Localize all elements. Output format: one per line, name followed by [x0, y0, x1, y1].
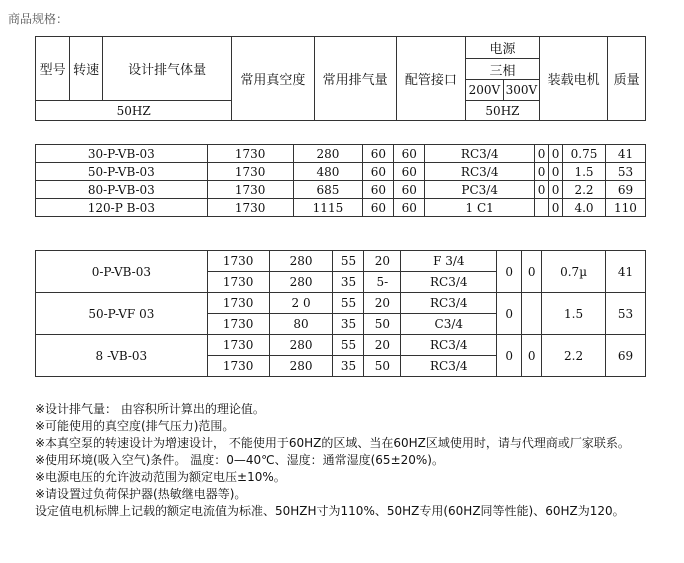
table1-cell-vac-b: 60 [394, 163, 425, 181]
table2-cell-speed: 1730 [207, 314, 269, 335]
table2-cell-p300: 0 [522, 251, 542, 293]
table2-cell-exhaust: 2 0 [269, 293, 333, 314]
table2-cell-motor: 0.7µ [542, 251, 606, 293]
note-5: ※电源电压的允许波动范围为额定电压±10%。 [35, 470, 286, 484]
table2-cell-exhaust: 280 [269, 356, 333, 377]
table2-cell-exhaust: 80 [269, 314, 333, 335]
note-7: 设定值电机标牌上记载的额定电流值为标准、50HZH寸为110%、50HZ专用(60HZ同等性能)、60HZ为120。 [35, 504, 625, 518]
table1-cell-vac-a: 60 [363, 181, 394, 199]
table2-cell-speed: 1730 [207, 272, 269, 293]
table1-cell-mass: 110 [605, 199, 645, 217]
table1-cell-p300: 0 [549, 163, 563, 181]
table2-cell-p300 [522, 293, 542, 335]
table1-cell-p200: 0 [535, 163, 549, 181]
table2-cell-p300: 0 [522, 335, 542, 377]
table2-cell-exhaust: 280 [269, 251, 333, 272]
table2-cell-vac-a: 55 [333, 293, 364, 314]
table1-cell-mass: 41 [605, 145, 645, 163]
table1-cell-vac-a: 60 [363, 145, 394, 163]
table1-cell-port: 1 C1 [425, 199, 535, 217]
table1-cell-speed: 1730 [207, 163, 293, 181]
header-exhaust: 常用排气量 [314, 37, 396, 121]
header-hz-right: 50HZ [466, 101, 540, 121]
table2-cell-vac-b: 5- [364, 272, 401, 293]
table2-cell-port: F 3/4 [401, 251, 497, 272]
table1-cell-p200: 0 [535, 145, 549, 163]
table2-cell-vac-b: 50 [364, 356, 401, 377]
table1-row [36, 181, 646, 199]
header-vacuum: 常用真空度 [232, 37, 314, 121]
spec-table-1 [35, 144, 646, 217]
header-300v: 300V [503, 80, 539, 101]
header-power: 电源 [466, 37, 540, 59]
table2-cell-port: RC3/4 [401, 293, 497, 314]
header-speed: 转速 [70, 37, 103, 101]
table2-row [36, 293, 646, 314]
table2-row [36, 335, 646, 356]
table1-cell-p200 [535, 199, 549, 217]
page-label: 商品规格： [8, 12, 69, 26]
table1-cell-exhaust: 685 [293, 181, 363, 199]
table1-cell-p300: 0 [549, 145, 563, 163]
table1-cell-p200: 0 [535, 181, 549, 199]
table1-cell-model: 30-P-VB-03 [36, 145, 208, 163]
table2-cell-mass: 69 [606, 335, 646, 377]
table1-cell-port: RC3/4 [425, 163, 535, 181]
note-4: ※使用环境(吸入空气)条件。 温度：0—40℃、湿度：通常湿度(65±20%)。 [35, 453, 444, 467]
table1-cell-p300: 0 [549, 199, 563, 217]
note-6: ※请设置过负荷保护器(热敏继电器等)。 [35, 487, 247, 501]
table1-cell-motor: 1.5 [563, 163, 606, 181]
table1-cell-exhaust: 1115 [293, 199, 363, 217]
notes [35, 401, 655, 520]
table2-cell-vac-b: 20 [364, 335, 401, 356]
table2-cell-p200: 0 [497, 335, 522, 377]
table2-cell-speed: 1730 [207, 293, 269, 314]
table1-cell-speed: 1730 [207, 181, 293, 199]
table1-cell-exhaust: 480 [293, 163, 363, 181]
table1-cell-port: PC3/4 [425, 181, 535, 199]
table2-cell-vac-a: 35 [333, 314, 364, 335]
table1-cell-motor: 2.2 [563, 181, 606, 199]
table1-cell-mass: 69 [605, 181, 645, 199]
table2-cell-mass: 41 [606, 251, 646, 293]
table1-cell-motor: 0.75 [563, 145, 606, 163]
table2-cell-vac-b: 50 [364, 314, 401, 335]
table1-cell-speed: 1730 [207, 145, 293, 163]
table2-cell-model: 8 -VB-03 [36, 335, 208, 377]
table1-cell-vac-b: 60 [394, 181, 425, 199]
table1-cell-vac-a: 60 [363, 199, 394, 217]
table1-cell-model: 50-P-VB-03 [36, 163, 208, 181]
table2-cell-vac-b: 20 [364, 293, 401, 314]
table2-cell-motor: 1.5 [542, 293, 606, 335]
table2-cell-port: C3/4 [401, 314, 497, 335]
table2-cell-exhaust: 280 [269, 272, 333, 293]
table1-row [36, 199, 646, 217]
table1-cell-vac-b: 60 [394, 199, 425, 217]
table1-cell-p300: 0 [549, 181, 563, 199]
table1-row [36, 163, 646, 181]
table2-cell-port: RC3/4 [401, 356, 497, 377]
table2-cell-model: 50-P-VF 03 [36, 293, 208, 335]
table2-cell-p200: 0 [497, 251, 522, 293]
table1-cell-port: RC3/4 [425, 145, 535, 163]
table2-cell-vac-b: 20 [364, 251, 401, 272]
table2-cell-vac-a: 55 [333, 251, 364, 272]
header-three-phase: 三相 [466, 59, 540, 80]
note-2: ※可能使用的真空度(排气压力)范围。 [35, 419, 235, 433]
table1-cell-exhaust: 280 [293, 145, 363, 163]
header-port: 配管接口 [396, 37, 465, 121]
table2-cell-vac-a: 35 [333, 272, 364, 293]
table2-row [36, 251, 646, 272]
header-hz-left: 50HZ [36, 101, 232, 121]
table1-cell-motor: 4.0 [563, 199, 606, 217]
table2-cell-model: 0-P-VB-03 [36, 251, 208, 293]
note-1: ※设计排气量： 由容积所计算出的理论值。 [35, 402, 265, 416]
table2-cell-speed: 1730 [207, 356, 269, 377]
table2-cell-vac-a: 35 [333, 356, 364, 377]
table1-cell-vac-b: 60 [394, 145, 425, 163]
table2-cell-speed: 1730 [207, 335, 269, 356]
note-3: ※本真空泵的转速设计为增速设计， 不能使用于60HZ的区域、当在60HZ区域使用时，请与代理商或厂家联系。 [35, 436, 630, 450]
table1-cell-speed: 1730 [207, 199, 293, 217]
header-motor: 装载电机 [539, 37, 607, 121]
header-design-exhaust: 设计排气体量 [102, 37, 231, 101]
table2-cell-port: RC3/4 [401, 272, 497, 293]
header-200v: 200V [466, 80, 504, 101]
table1-row [36, 145, 646, 163]
table1-cell-vac-a: 60 [363, 163, 394, 181]
header-model: 型号 [36, 37, 70, 101]
table2-cell-motor: 2.2 [542, 335, 606, 377]
header-mass: 质量 [608, 37, 646, 121]
table2-cell-vac-a: 55 [333, 335, 364, 356]
table2-cell-exhaust: 280 [269, 335, 333, 356]
spec-header-table [35, 36, 646, 121]
table2-cell-p200: 0 [497, 293, 522, 335]
table1-cell-model: 120-P B-03 [36, 199, 208, 217]
table1-cell-model: 80-P-VB-03 [36, 181, 208, 199]
spec-table-2 [35, 250, 646, 377]
table2-cell-speed: 1730 [207, 251, 269, 272]
table1-cell-mass: 53 [605, 163, 645, 181]
table2-cell-mass: 53 [606, 293, 646, 335]
table2-cell-port: RC3/4 [401, 335, 497, 356]
